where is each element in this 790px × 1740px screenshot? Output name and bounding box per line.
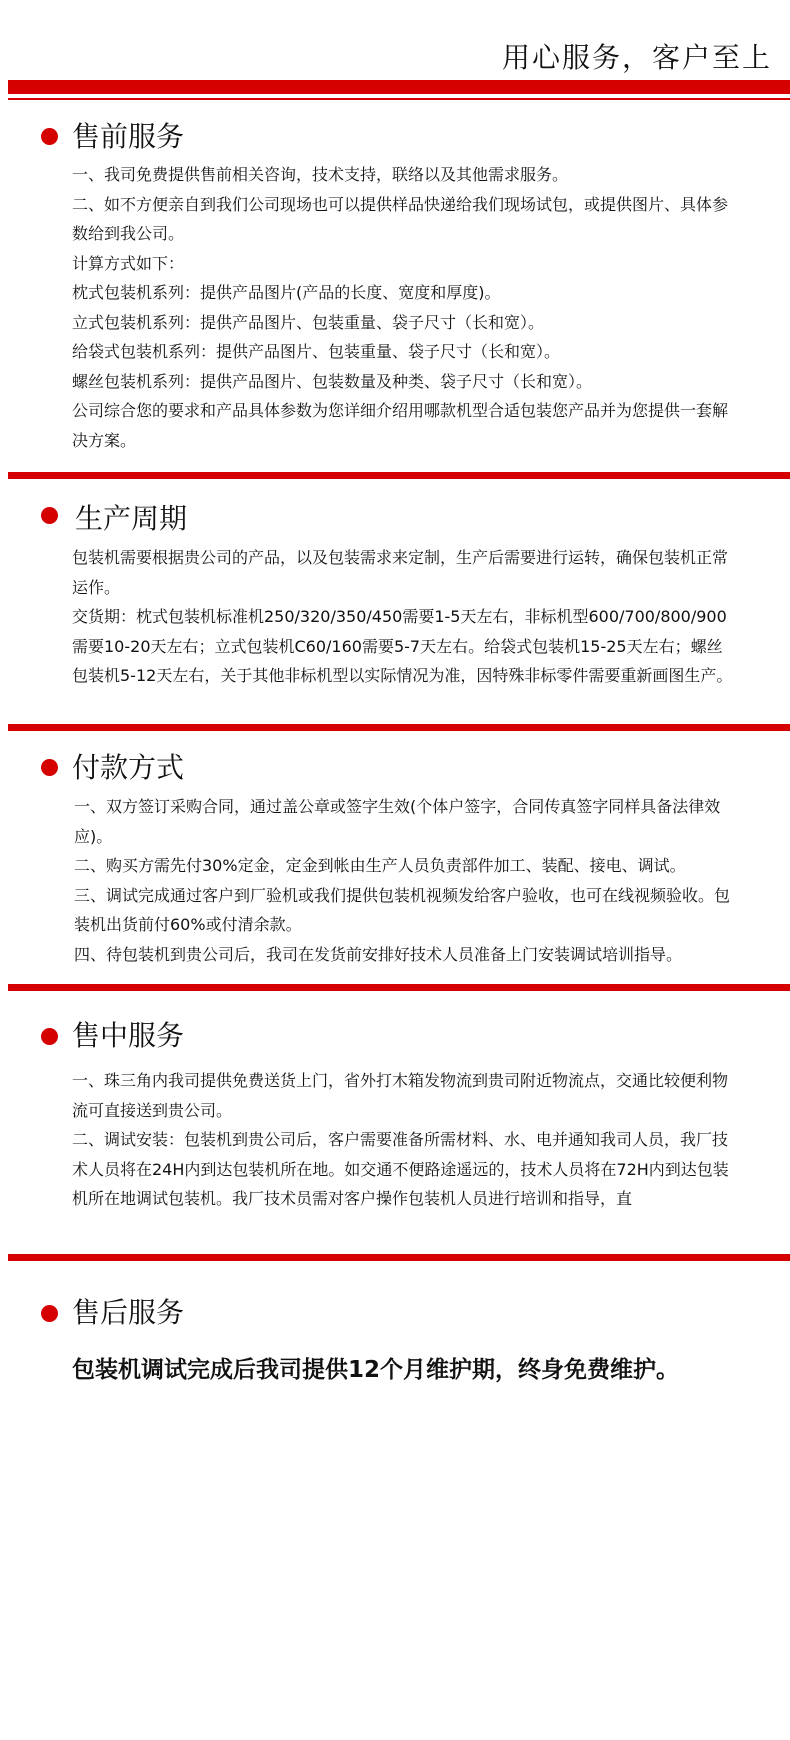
presale-paragraph: 一、我司免费提供售前相关咨询，技术支持，联络以及其他需求服务。 [72, 165, 569, 184]
presale-paragraph: 枕式包装机系列：提供产品图片(产品的长度、宽度和厚度)。 [72, 283, 501, 302]
payment-paragraph: 一、双方签订采购合同，通过盖公章或签字生效(个体户签字，合同传真签字同样具备法律效应)。 [74, 797, 721, 846]
section-divider [8, 1254, 790, 1261]
production-paragraph: 交货期：枕式包装机标准机250/320/350/450需要1-5天左右，非标机型600/700/800/900需要10-20天左右；立式包装机C60/160需要5-7天左右。给袋式包装机15-25天左右；螺丝包装机5-12天左右，关于其他非标机型以实际情况为准，因特殊非标零件需要重新画图生产。 [72, 607, 733, 685]
section-title-presale: 售前服务 [72, 120, 185, 153]
presale-paragraph: 二、如不方便亲自到我们公司现场也可以提供样品快递给我们现场试包，或提供图片、具体参数给到我公司。 [72, 194, 729, 243]
bullet-dot-icon [41, 1028, 58, 1045]
bullet-dot-icon [41, 128, 58, 145]
presale-paragraph: 计算方式如下： [72, 253, 185, 273]
section-body-presale [72, 160, 737, 455]
aftersale-statement: 包装机调试完成后我司提供12个月维护期，终身免费维护。 [72, 1357, 680, 1383]
header-thin-line [8, 98, 790, 100]
presale-paragraph: 公司综合您的要求和产品具体参数为您详细介绍用哪款机型合适包装您产品并为您提供一套解决方案。 [72, 401, 729, 450]
insale-paragraph: 一、珠三角内我司提供免费送货上门，省外打木箱发物流到贵司附近物流点，交通比较便利物流可直接送到贵公司。 [72, 1071, 729, 1120]
section-divider [8, 984, 790, 991]
section-title-production: 生产周期 [75, 502, 188, 535]
presale-paragraph: 给袋式包装机系列：提供产品图片、包装重量、袋子尺寸（长和宽）。 [72, 342, 561, 361]
bullet-dot-icon [41, 507, 58, 524]
payment-paragraph: 三、调试完成通过客户到厂验机或我们提供包装机视频发给客户验收，也可在线视频验收。包装机出货前付60%或付清余款。 [74, 885, 731, 934]
section-body-payment [74, 792, 739, 969]
presale-paragraph: 立式包装机系列：提供产品图片、包装重量、袋子尺寸（长和宽）。 [72, 312, 545, 332]
insale-paragraph: 二、调试安装：包装机到贵公司后，客户需要准备所需材料、水、电并通知我司人员，我厂技术人员将在24H内到达包装机所在地。如交通不便路途遥远的，技术人员将在72H内到达包装机所在地调试包装机。我厂技术员需对客户操作包装机人员进行培训和指导，直 [72, 1130, 729, 1208]
page-slogan: 用心服务，客户至上 [501, 41, 772, 74]
payment-paragraph: 二、购买方需先付30%定金，定金到帐由生产人员负责部件加工、装配、接电、调试。 [74, 856, 686, 875]
bullet-dot-icon [41, 1305, 58, 1322]
section-title-payment: 付款方式 [72, 751, 185, 784]
section-body-production [72, 543, 737, 691]
section-title-aftersale: 售后服务 [72, 1296, 185, 1329]
payment-paragraph: 四、待包装机到贵公司后，我司在发货前安排好技术人员准备上门安装调试培训指导。 [74, 944, 683, 964]
bullet-dot-icon [41, 759, 58, 776]
section-divider [8, 724, 790, 731]
section-body-insale [72, 1066, 737, 1214]
section-title-insale: 售中服务 [72, 1019, 185, 1052]
section-divider [8, 472, 790, 479]
production-paragraph: 包装机需要根据贵公司的产品，以及包装需求来定制，生产后需要进行运转，确保包装机正常运作。 [72, 548, 729, 597]
presale-paragraph: 螺丝包装机系列：提供产品图片、包装数量及种类、袋子尺寸（长和宽）。 [72, 371, 593, 391]
header-red-bar [8, 80, 790, 94]
